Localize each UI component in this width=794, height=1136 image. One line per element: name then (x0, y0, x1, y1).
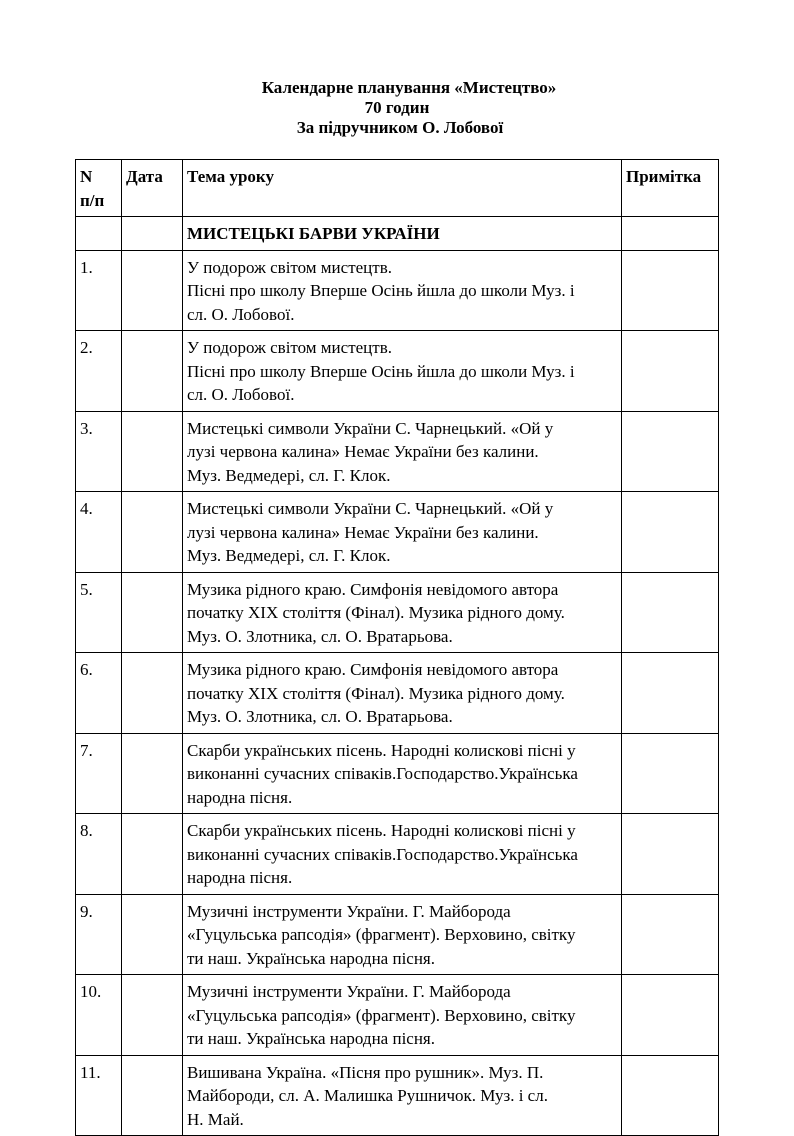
lesson-topic-line: У подорож світом мистецтв. (187, 338, 392, 357)
document-title: Календарне планування «Мистецтво» (261, 78, 557, 97)
lesson-number: 4. (76, 492, 122, 573)
lesson-topic-line: сл. О. Лобової. (187, 385, 295, 404)
lesson-number: 10. (76, 975, 122, 1056)
lesson-date (122, 331, 183, 412)
lesson-topic (183, 492, 622, 573)
lesson-note (622, 411, 719, 492)
lesson-number: 11. (76, 1055, 122, 1136)
lesson-topic (183, 331, 622, 412)
table-row (76, 411, 719, 492)
lesson-topic-line: У подорож світом мистецтв. (187, 257, 392, 277)
lesson-topic-line: Музика рідного краю. Симфонія невідомого автора (187, 660, 559, 679)
table-row (76, 1055, 719, 1136)
section-date-cell (122, 217, 183, 251)
lesson-date (122, 733, 183, 814)
section-num-cell (76, 217, 122, 251)
section-title: МИСТЕЦЬКІ БАРВИ УКРАЇНИ (183, 217, 622, 251)
lesson-topic-line: Муз. Ведмедері, сл. Г. Клок. (187, 465, 391, 485)
lesson-topic-line: ти наш. Українська народна пісня. (187, 948, 436, 968)
table-header-row (76, 160, 719, 217)
lesson-date (122, 653, 183, 734)
column-header-number-line2: п/п (80, 190, 105, 210)
lesson-number: 5. (76, 572, 122, 653)
lesson-note (622, 1055, 719, 1136)
lesson-date (122, 411, 183, 492)
table-row (76, 894, 719, 975)
lesson-note (622, 894, 719, 975)
lesson-topic-line: Майбороди, сл. А. Малишка Рушничок. Муз. і сл. (187, 1086, 548, 1105)
lesson-note (622, 572, 719, 653)
lesson-number: 7. (76, 733, 122, 814)
lesson-date (122, 492, 183, 573)
lesson-note (622, 331, 719, 412)
table-row (76, 975, 719, 1056)
section-row (76, 217, 719, 251)
column-header-note: Примітка (622, 160, 719, 217)
lesson-topic-line: Муз. Ведмедері, сл. Г. Клок. (187, 546, 391, 565)
lesson-topic (183, 572, 622, 653)
lesson-topic-line: Мистецькі символи України С. Чарнецький. «Ой у (187, 418, 554, 438)
lesson-date (122, 250, 183, 331)
lesson-topic-line: «Гуцульська рапсодія» (фрагмент). Верховино, світку (187, 1005, 576, 1025)
lesson-topic-line: виконанні сучасних співаків.Господарство.Українська (187, 764, 578, 783)
lesson-note (622, 250, 719, 331)
lesson-topic (183, 411, 622, 492)
hours-count: 70 годин (364, 98, 430, 117)
column-header-topic: Тема уроку (183, 160, 622, 217)
lesson-topic-line: Пісні про школу Вперше Осінь йшла до школи Муз. і (187, 361, 575, 381)
lesson-note (622, 733, 719, 814)
lesson-date (122, 975, 183, 1056)
lesson-topic-line: сл. О. Лобової. (187, 304, 295, 324)
lesson-date (122, 572, 183, 653)
lesson-topic-line: початку XIX століття (Фінал). Музика рідного дому. (187, 603, 565, 622)
lesson-topic-line: Мистецькі символи України С. Чарнецький. «Ой у (187, 499, 554, 518)
lesson-topic-line: Муз. О. Злотника, сл. О. Вратарьова. (187, 626, 453, 646)
table-row (76, 733, 719, 814)
lesson-topic (183, 250, 622, 331)
lesson-note (622, 975, 719, 1056)
table-row (76, 250, 719, 331)
lesson-plan-table (75, 159, 719, 1136)
lesson-topic-line: народна пісня. (187, 868, 293, 887)
lesson-number: 2. (76, 331, 122, 412)
lesson-topic-line: Пісні про школу Вперше Осінь йшла до школи Муз. і (187, 281, 575, 300)
lesson-date (122, 814, 183, 895)
lesson-topic-line: лузі червона калина» Немає України без калини. (187, 522, 539, 542)
table-row (76, 814, 719, 895)
lesson-topic-line: «Гуцульська рапсодія» (фрагмент). Верховино, світку (187, 925, 576, 944)
lesson-topic-line: виконанні сучасних співаків.Господарство.Українська (187, 844, 578, 864)
lesson-topic-line: Н. Май. (187, 1109, 244, 1129)
lesson-note (622, 653, 719, 734)
lesson-date (122, 1055, 183, 1136)
lesson-number: 9. (76, 894, 122, 975)
table-row (76, 572, 719, 653)
lesson-topic (183, 894, 622, 975)
lesson-topic (183, 814, 622, 895)
lesson-topic-line: Музичні інструменти України. Г. Майборода (187, 901, 511, 921)
textbook-reference: За підручником О. Лобової (296, 118, 504, 137)
lesson-note (622, 492, 719, 573)
lesson-topic-line: Вишивана Україна. «Пісня про рушник». Муз. П. (187, 1062, 544, 1082)
lesson-topic-line: Музичні інструменти України. Г. Майборода (187, 982, 511, 1001)
lesson-topic (183, 653, 622, 734)
lesson-topic-line: народна пісня. (187, 787, 293, 807)
column-header-number (76, 160, 122, 217)
lesson-date (122, 894, 183, 975)
column-header-date: Дата (122, 160, 183, 217)
lesson-topic (183, 733, 622, 814)
lesson-number: 3. (76, 411, 122, 492)
lesson-topic-line: лузі червона калина» Немає України без калини. (187, 442, 539, 461)
lesson-topic-line: Скарби українських пісень. Народні колискові пісні у (187, 821, 576, 840)
lesson-topic-line: Муз. О. Злотника, сл. О. Вратарьова. (187, 707, 453, 726)
lesson-topic (183, 1055, 622, 1136)
table-row (76, 492, 719, 573)
lesson-number: 1. (76, 250, 122, 331)
lesson-topic-line: ти наш. Українська народна пісня. (187, 1029, 436, 1048)
table-row (76, 331, 719, 412)
lesson-topic-line: початку XIX століття (Фінал). Музика рідного дому. (187, 683, 565, 703)
lesson-topic (183, 975, 622, 1056)
table-row (76, 653, 719, 734)
lesson-number: 8. (76, 814, 122, 895)
lesson-topic-line: Музика рідного краю. Симфонія невідомого автора (187, 579, 559, 599)
lesson-topic-line: Скарби українських пісень. Народні колискові пісні у (187, 740, 576, 760)
lesson-note (622, 814, 719, 895)
column-header-number-line1: N (80, 167, 93, 186)
section-note-cell (622, 217, 719, 251)
document-header (0, 78, 794, 138)
lesson-number: 6. (76, 653, 122, 734)
